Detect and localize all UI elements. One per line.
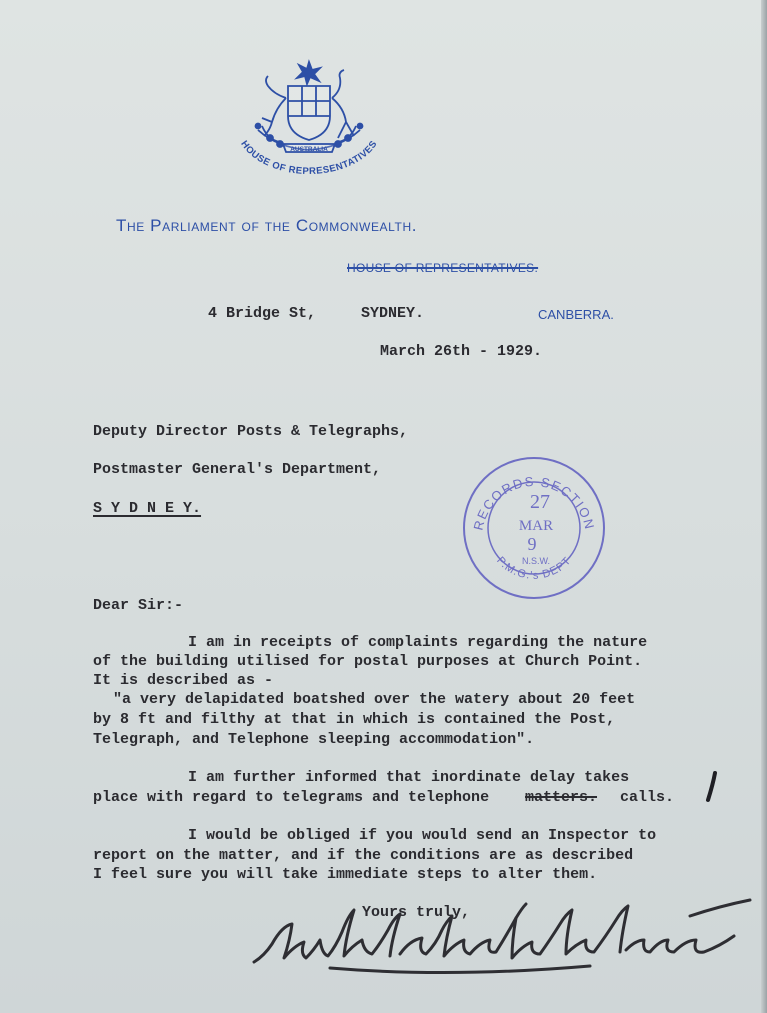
salutation: Dear Sir:- xyxy=(93,597,184,614)
crest-scroll-label: AUSTRALIA xyxy=(290,146,328,153)
recipient-line-1: Deputy Director Posts & Telegraphs, xyxy=(93,423,409,440)
stamp-year: 9 xyxy=(527,534,537,554)
city-canberra-printed: CANBERRA. xyxy=(538,307,614,322)
body-p1-line-2: of the building utilised for postal purposes at Church Point. xyxy=(93,653,643,670)
coat-of-arms-icon xyxy=(228,56,390,178)
body-p3-line-2: report on the matter, and if the conditions are as described xyxy=(93,847,634,864)
body-p1-line-1: I am in receipts of complaints regarding the nature xyxy=(188,634,648,651)
records-section-stamp xyxy=(460,454,608,602)
recipient-line-3: S Y D N E Y. xyxy=(93,500,202,517)
body-p1-line-4: "a very delapidated boatshed over the watery about 20 feet xyxy=(113,691,636,708)
body-p2-line-1: I am further informed that inordinate delay takes xyxy=(188,769,630,786)
body-p1-line-5: by 8 ft and filthy at that in which is contained the Post, xyxy=(93,711,616,728)
city-sydney: SYDNEY. xyxy=(361,305,425,322)
body-p3-line-1: I would be obliged if you would send an Inspector to xyxy=(188,827,657,844)
handwritten-signature xyxy=(250,896,760,986)
house-of-reps-struck: HOUSE OF REPRESENTATIVES. xyxy=(347,261,539,275)
parliament-heading: The Parliament of the Commonwealth. xyxy=(116,216,418,235)
stamp-bottom-text: P.M.G.'s DEPT xyxy=(494,554,574,582)
ink-tick-mark-icon xyxy=(702,770,722,804)
street-address: 4 Bridge St, xyxy=(208,305,317,322)
body-p2-line-2b: calls. xyxy=(620,789,675,806)
body-p1-line-6: Telegraph, and Telephone sleeping accommodation". xyxy=(93,731,535,748)
recipient-line-2: Postmaster General's Department, xyxy=(93,461,382,478)
body-p2-struck-word: matters. xyxy=(525,789,598,806)
paper-edge xyxy=(761,0,767,1013)
stamp-day: 27 xyxy=(530,491,550,513)
body-p1-line-3: It is described as - xyxy=(93,672,274,689)
stamp-ring-text: RECORDS SECTION xyxy=(470,473,598,532)
letter-date: March 26th - 1929. xyxy=(380,343,543,360)
closing: Yours truly, xyxy=(362,904,471,921)
stamp-state: N.S.W. xyxy=(521,556,551,566)
body-p3-line-3: I feel sure you will take immediate steps to alter them. xyxy=(93,866,598,883)
body-p2-line-2a: place with regard to telegrams and telephone xyxy=(93,789,490,806)
crest-arc-text: HOUSE OF REPRESENTATIVES xyxy=(238,138,380,178)
stamp-month: MAR xyxy=(518,518,554,534)
